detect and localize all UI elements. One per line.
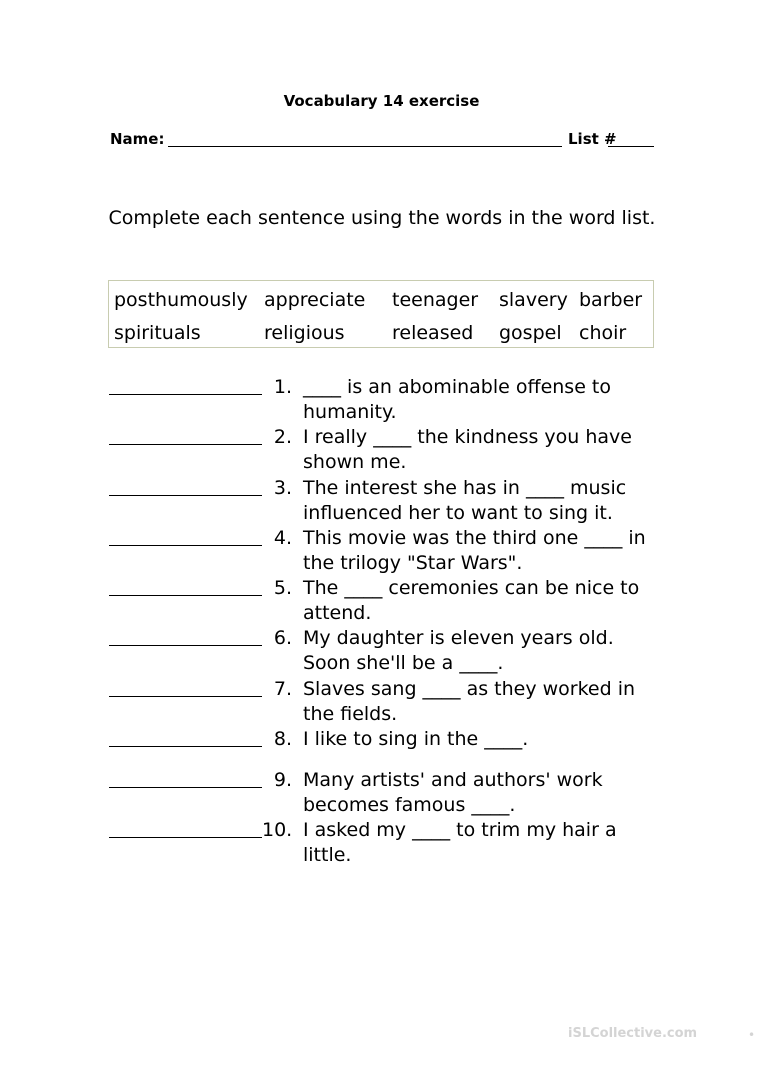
question-number: 9. [273, 769, 292, 791]
answer-blank[interactable] [109, 787, 262, 788]
word-item: religious [264, 322, 345, 344]
question-item [0, 425, 763, 475]
question-text: I really ____ the kindness you have shown me. [303, 426, 632, 473]
answer-blank[interactable] [109, 595, 262, 596]
question-number: 4. [273, 527, 292, 549]
name-blank[interactable] [168, 130, 562, 147]
question-text: My daughter is eleven years old. Soon she'll be a ____. [303, 627, 614, 674]
word-item: teenager [392, 289, 479, 311]
question-number: 5. [273, 577, 292, 599]
question-number: 3. [273, 477, 292, 499]
question-item [0, 677, 763, 727]
answer-blank[interactable] [109, 444, 262, 445]
word-item: posthumously [114, 289, 248, 311]
instructions: Complete each sentence using the words in the word list. [108, 207, 656, 229]
word-item: appreciate [264, 289, 366, 311]
question-text: I like to sing in the ____. [303, 728, 529, 750]
watermark-text: iSLCollective.com [568, 1026, 698, 1041]
list-label: List # [568, 130, 617, 148]
question-number: 2. [273, 426, 292, 448]
word-item: barber [579, 289, 643, 311]
word-item: gospel [499, 322, 562, 344]
answer-blank[interactable] [109, 545, 262, 546]
answer-blank[interactable] [109, 837, 262, 838]
answer-blank[interactable] [109, 645, 262, 646]
answer-blank[interactable] [109, 696, 262, 697]
answer-blank[interactable] [109, 394, 262, 395]
question-number: 7. [273, 678, 292, 700]
question-text: ____ is an abominable offense to humanity. [303, 376, 611, 423]
list-number-blank[interactable] [608, 130, 654, 147]
worksheet-title: Vocabulary 14 exercise [283, 92, 480, 110]
question-number: 6. [273, 627, 292, 649]
question-text: The interest she has in ____ music influenced her to want to sing it. [303, 477, 627, 524]
word-item: choir [579, 322, 627, 344]
corner-dot-icon: • [748, 1028, 756, 1042]
question-item [0, 818, 763, 868]
word-item: spirituals [114, 322, 201, 344]
question-number: 10. [262, 819, 293, 841]
question-item [0, 476, 763, 526]
name-row [110, 130, 655, 152]
word-item: released [392, 322, 474, 344]
question-number: 1. [273, 376, 292, 398]
question-item [0, 768, 763, 818]
answer-blank[interactable] [109, 746, 262, 747]
question-number: 8. [273, 728, 292, 750]
question-item [0, 526, 763, 576]
name-label: Name: [110, 130, 165, 148]
word-item: slavery [499, 289, 568, 311]
answer-blank[interactable] [109, 495, 262, 496]
question-item [0, 375, 763, 425]
question-text: Many artists' and authors' work becomes famous ____. [303, 769, 603, 816]
word-list-box [108, 280, 654, 348]
question-text: I asked my ____ to trim my hair a little. [303, 819, 617, 866]
question-item [0, 626, 763, 676]
question-text: This movie was the third one ____ in the trilogy "Star Wars". [303, 527, 646, 574]
question-text: Slaves sang ____ as they worked in the fields. [303, 678, 636, 725]
question-text: The ____ ceremonies can be nice to attend. [303, 577, 640, 624]
question-item [0, 576, 763, 626]
